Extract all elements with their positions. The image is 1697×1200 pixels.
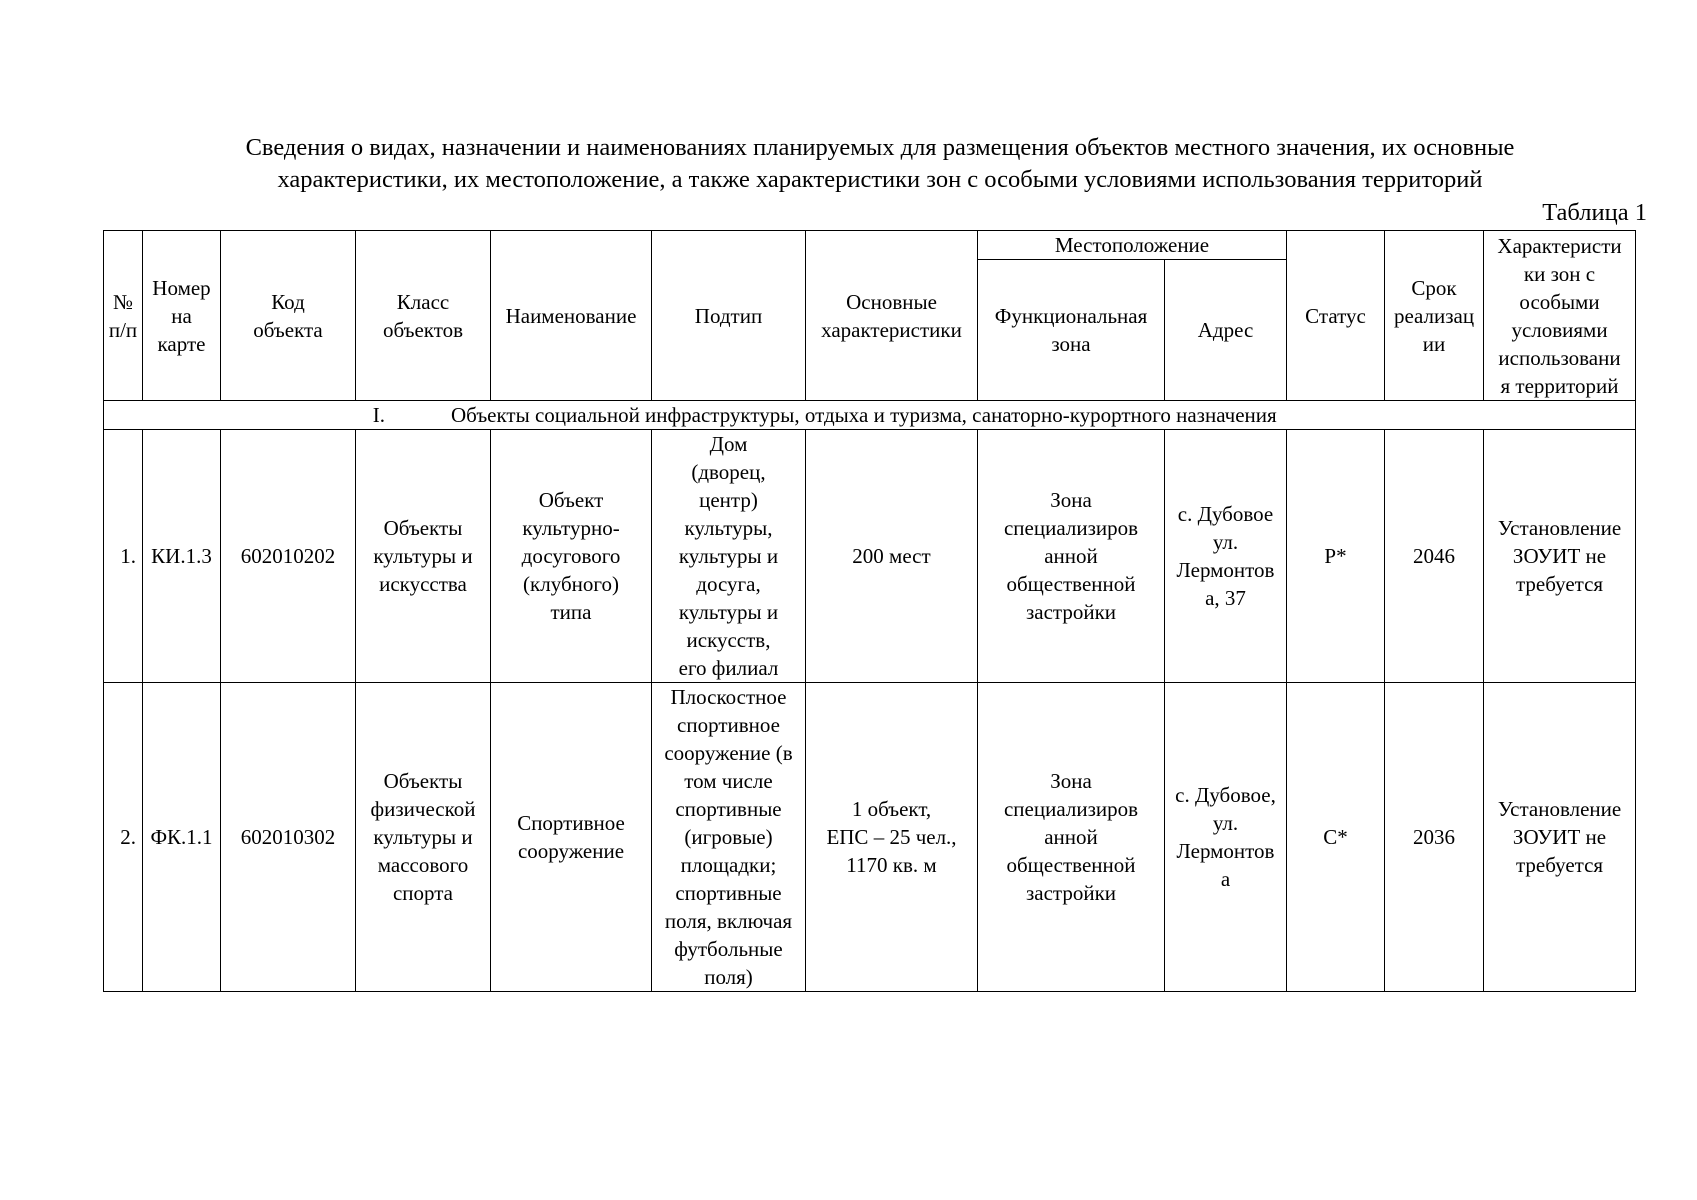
header-map-num: Номер на карте — [143, 231, 221, 401]
cell-status: С* — [1287, 683, 1385, 992]
header-class: Класс объектов — [356, 231, 491, 401]
cell-term: 2046 — [1385, 430, 1484, 683]
title-line-1: Сведения о видах, назначении и наименованиях планируемых для размещения объектов местного значения, их основные — [245, 134, 1515, 161]
table-row — [104, 683, 1636, 992]
cell-num: 2. — [104, 683, 143, 992]
cell-subtype: Плоскостное спортивное сооружение (в том числе спортивные (игровые) площадки; спортивные поля, включая футбольные поля) — [652, 683, 806, 992]
header-name: Наименование — [491, 231, 652, 401]
cell-code: 602010302 — [221, 683, 356, 992]
cell-class: Объекты культуры и искусства — [356, 430, 491, 683]
header-status: Статус — [1287, 231, 1385, 401]
section-row — [104, 401, 1636, 430]
cell-num: 1. — [104, 430, 143, 683]
header-num: № п/п — [104, 231, 143, 401]
page-title — [120, 132, 1640, 196]
table-row — [104, 430, 1636, 683]
header-characteristics: Основные характеристики — [806, 231, 978, 401]
header-row-1 — [104, 231, 1636, 260]
cell-zouit: Установление ЗОУИТ не требуется — [1484, 683, 1636, 992]
cell-status: Р* — [1287, 430, 1385, 683]
section-number: I. — [372, 403, 385, 427]
cell-characteristics: 200 мест — [806, 430, 978, 683]
title-line-2: характеристики, их местоположение, а также характеристики зон с особыми условиями использования территорий — [277, 166, 1483, 193]
header-term: Срок реализац ии — [1385, 231, 1484, 401]
table-label: Таблица 1 — [1542, 199, 1647, 226]
objects-table — [103, 230, 1636, 992]
header-location: Местоположение — [978, 231, 1287, 260]
cell-zone: Зона специализиров анной общественной застройки — [978, 683, 1165, 992]
section-heading — [104, 401, 1636, 430]
cell-characteristics: 1 объект, ЕПС – 25 чел., 1170 кв. м — [806, 683, 978, 992]
cell-address: с. Дубовое ул. Лермонтов а, 37 — [1165, 430, 1287, 683]
cell-code: 602010202 — [221, 430, 356, 683]
section-title: Объекты социальной инфраструктуры, отдыха и туризма, санаторно-курортного назначения — [451, 403, 1277, 427]
cell-name: Объект культурно- досугового (клубного) типа — [491, 430, 652, 683]
header-code: Код объекта — [221, 231, 356, 401]
cell-subtype: Дом (дворец, центр) культуры, культуры и досуга, культуры и искусств, его филиал — [652, 430, 806, 683]
header-zouit: Характеристи ки зон с особыми условиями использовани я территорий — [1484, 231, 1636, 401]
cell-map-num: ФК.1.1 — [143, 683, 221, 992]
header-subtype: Подтип — [652, 231, 806, 401]
cell-map-num: КИ.1.3 — [143, 430, 221, 683]
cell-name: Спортивное сооружение — [491, 683, 652, 992]
header-zone: Функциональная зона — [978, 260, 1165, 401]
cell-term: 2036 — [1385, 683, 1484, 992]
cell-zouit: Установление ЗОУИТ не требуется — [1484, 430, 1636, 683]
header-address: Адрес — [1165, 260, 1287, 401]
cell-class: Объекты физической культуры и массового спорта — [356, 683, 491, 992]
cell-address: с. Дубовое, ул. Лермонтов а — [1165, 683, 1287, 992]
cell-zone: Зона специализиров анной общественной застройки — [978, 430, 1165, 683]
